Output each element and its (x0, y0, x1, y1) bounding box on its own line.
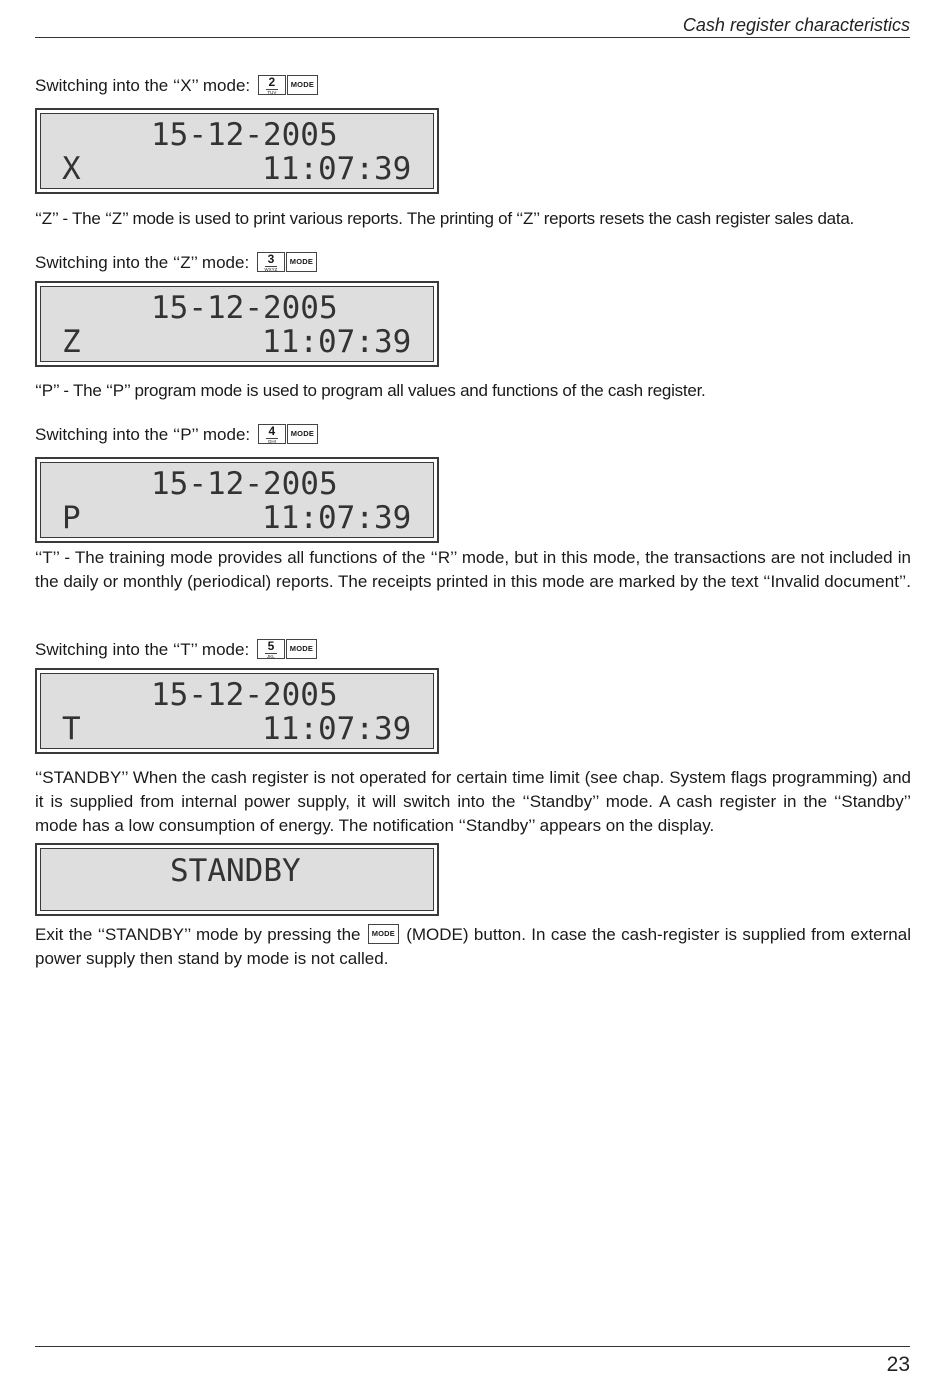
lcd-mode-letter: X (62, 151, 81, 187)
key-4-digit: 4 (268, 423, 276, 438)
key-5-digit: 5 (267, 638, 275, 653)
lcd-mode-letter: P (62, 500, 81, 536)
z-mode-description: ‘‘Z’’ - The ‘‘Z’’ mode is used to print various reports. The printing of ‘‘Z’’ reports resets the cash register sales data. (35, 209, 855, 228)
switch-x-line (35, 74, 318, 98)
p-mode-description: ‘‘P’’ - The ‘‘P’’ program mode is used to program all values and functions of the cash register. (35, 381, 706, 400)
switch-z-line (35, 251, 317, 275)
switch-p-text: Switching into the ‘‘P’’ mode: (35, 425, 251, 444)
t-mode-description: ‘‘T’’ - The training mode provides all functions of the ‘‘R’’ mode, but in this mode, the transactions are not included in the daily or monthly (periodical) reports. The receipts printed in this mode are marked by the text ‘‘Invalid document’’. (35, 548, 911, 591)
mode-key-icon (368, 924, 399, 944)
mode-key-label: MODE (289, 256, 314, 266)
lcd-display-standby (35, 843, 439, 916)
page-number: 23 (886, 1353, 910, 1376)
key-2-icon (258, 75, 286, 95)
key-2-letters: TUV (267, 89, 277, 95)
lcd-time: 11:07:39 (262, 324, 412, 360)
key-5-letters: JKL (267, 653, 275, 659)
mode-key-label: MODE (290, 79, 315, 89)
lcd-time: 11:07:39 (262, 711, 412, 747)
lcd-display-t (35, 668, 439, 754)
standby-description: ‘‘STANDBY’’ When the cash register is not operated for certain time limit (see chap. System flags programming) and it is supplied from internal power supply, it will switch into the ‘‘Standby’’ mode. A cash register in the ‘‘Standby’’ mode has a low consumption of energy. The notification ‘‘Standby’’ appears on the display. (35, 768, 911, 835)
lcd-screen (40, 673, 434, 749)
switch-x-text: Switching into the ‘‘X’’ mode: (35, 76, 251, 95)
lcd-screen (40, 286, 434, 362)
mode-key-icon (287, 75, 318, 95)
switch-z-text: Switching into the ‘‘Z’’ mode: (35, 253, 250, 272)
footer-rule (35, 1346, 910, 1347)
mode-key-icon (286, 252, 317, 272)
lcd-mode-letter: Z (62, 324, 81, 360)
key-2-digit: 2 (268, 74, 276, 89)
key-5-icon (257, 639, 285, 659)
exit-standby-text-before: Exit the ‘‘STANDBY’’ mode by pressing the (35, 925, 361, 944)
key-3-letters: WXYZ (264, 266, 278, 272)
mode-key-label: MODE (290, 428, 315, 438)
header-rule (35, 37, 910, 38)
lcd-screen (40, 462, 434, 538)
lcd-display-z (35, 281, 439, 367)
running-header: Cash register characteristics (682, 15, 910, 35)
lcd-screen (40, 848, 434, 911)
lcd-screen (40, 113, 434, 189)
switch-t-text: Switching into the ‘‘T’’ mode: (35, 640, 250, 659)
lcd-date: 15-12-2005 (151, 466, 338, 502)
key-4-letters: GHI (267, 438, 276, 444)
lcd-date: 15-12-2005 (151, 290, 338, 326)
lcd-standby-text: STANDBY (170, 853, 301, 889)
lcd-time: 11:07:39 (262, 500, 412, 536)
exit-standby-paragraph (35, 923, 911, 971)
lcd-time: 11:07:39 (262, 151, 412, 187)
mode-key-icon (286, 639, 317, 659)
key-4-icon (258, 424, 286, 444)
key-3-icon (257, 252, 285, 272)
mode-key-icon (287, 424, 318, 444)
exit-standby-text-after: (MODE) button. In case the cash-register is supplied from external power supply then stand by mode is not called. (35, 925, 911, 968)
switch-t-line (35, 638, 317, 662)
key-3-digit: 3 (267, 251, 275, 266)
switch-p-line (35, 423, 318, 447)
lcd-mode-letter: T (62, 711, 81, 747)
mode-key-label: MODE (289, 643, 314, 653)
lcd-display-p (35, 457, 439, 543)
mode-key-label: MODE (371, 928, 396, 938)
lcd-date: 15-12-2005 (151, 677, 338, 713)
lcd-date: 15-12-2005 (151, 117, 338, 153)
lcd-display-x (35, 108, 439, 194)
